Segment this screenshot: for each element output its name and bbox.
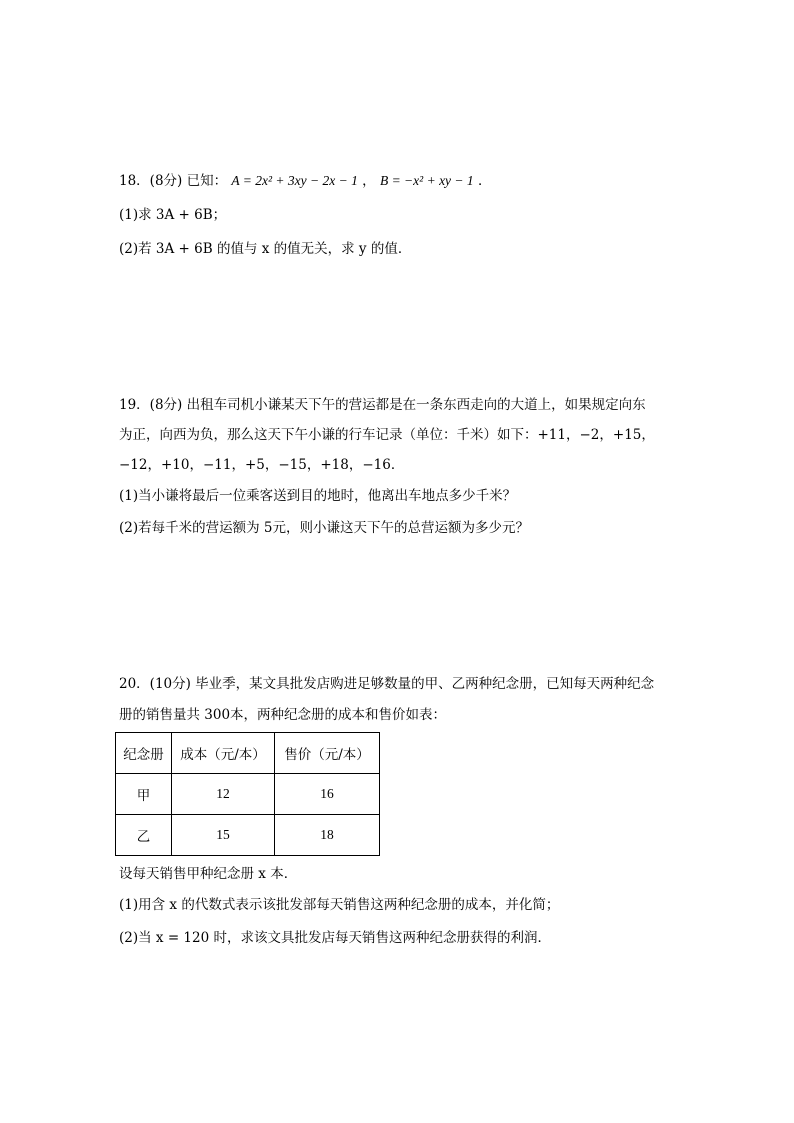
problem-20-setup: 设每天销售甲种纪念册 x 本． bbox=[119, 866, 298, 882]
table-header-cell: 售价（元/本） bbox=[275, 733, 380, 774]
table-cell: 15 bbox=[172, 815, 275, 856]
problem-20-question-1: (1)用含 x 的代数式表示该批发部每天销售这两种纪念册的成本，并化简； bbox=[119, 897, 560, 913]
table-header-row bbox=[116, 733, 380, 774]
table-header-cell: 纪念册 bbox=[116, 733, 172, 774]
problem-18-expression-b: B = −x² + xy − 1 bbox=[379, 173, 474, 188]
problem-19-question-1: (1)当小谦将最后一位乘客送到目的地时，他离出车地点多少千米？ bbox=[119, 488, 517, 504]
table-cell: 18 bbox=[275, 815, 380, 856]
problem-19-line-3: −12，+10，−11，+5，−15，+18，−16． bbox=[119, 457, 405, 473]
problem-18-question-1: (1)求 3A + 6B； bbox=[119, 207, 227, 223]
table-row bbox=[116, 815, 380, 856]
problem-18-question-2: (2)若 3A + 6B 的值与 x 的值无关，求 y 的值． bbox=[119, 241, 412, 257]
problem-18-period: ． bbox=[477, 173, 492, 189]
problem-19-line-2: 为正，向西为负，那么这天下午小谦的行车记录（单位：千米）如下：+11，−2，+15， bbox=[119, 427, 655, 443]
table-cell: 乙 bbox=[116, 815, 172, 856]
problem-18-expression-a: A = 2x² + 3xy − 2x − 1 bbox=[231, 173, 358, 188]
problem-20-line-2: 册的销售量共 300本，两种纪念册的成本和售价如表： bbox=[119, 707, 447, 723]
table-cell: 12 bbox=[172, 774, 275, 815]
problem-19-question-2: (2)若每千米的营运额为 5元，则小谦这天下午的总营运额为多少元？ bbox=[119, 520, 530, 536]
cost-price-table bbox=[115, 732, 380, 856]
table-row bbox=[116, 774, 380, 815]
table-cell: 16 bbox=[275, 774, 380, 815]
problem-18-statement bbox=[119, 171, 491, 191]
problem-20-line-1: 20．(10分) 毕业季，某文具批发店购进足够数量的甲、乙两种纪念册，已知每天两种纪念 bbox=[119, 676, 655, 692]
problem-18-separator: ， bbox=[362, 173, 376, 189]
problem-19-line-1: 19．(8分) 出租车司机小谦某天下午的营运都是在一条东西走向的大道上，如果规定向东 bbox=[119, 397, 646, 413]
table-header-cell: 成本（元/本） bbox=[172, 733, 275, 774]
table-cell: 甲 bbox=[116, 774, 172, 815]
problem-18-header: 18．(8分) 已知： bbox=[119, 173, 228, 189]
problem-20-question-2: (2)当 x = 120 时，求该文具批发店每天销售这两种纪念册获得的利润． bbox=[119, 930, 551, 946]
